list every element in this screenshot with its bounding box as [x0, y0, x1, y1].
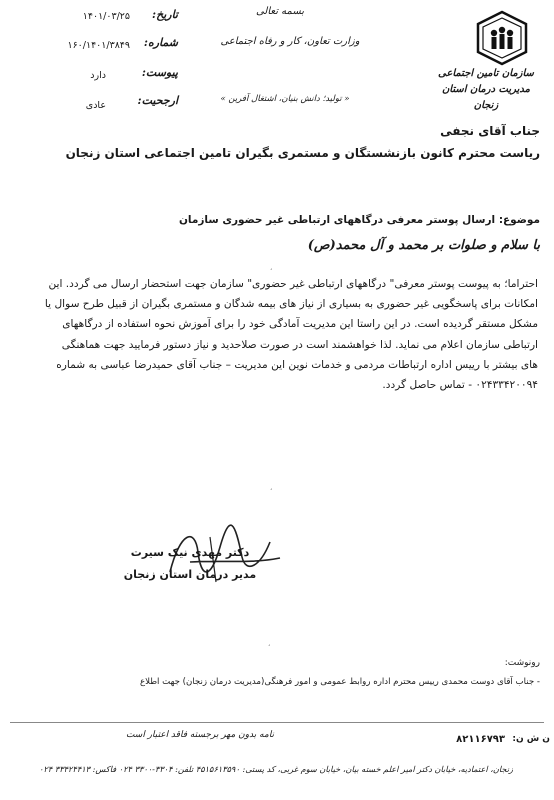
- scan-mark: ،: [270, 484, 273, 492]
- body-line: امکانات برای پاسخگویی غیر حضوری به بسیاری از نیاز های بیمه شدگان و مستمری بگیران از قبیل طرح سوال یا: [44, 298, 538, 311]
- body-line: ۰۲۴۳۳۴۲۰۰۹۴ - تماس حاصل گردد.: [382, 379, 538, 392]
- org-name-line1: سازمان تامین اجتماعی: [438, 68, 534, 79]
- greeting: با سلام و صلوات بر محمد و آل محمد(ص): [307, 238, 540, 253]
- subject-label: موضوع:: [498, 214, 540, 226]
- footer-divider: [10, 722, 544, 723]
- priority-label: ارجحیت:: [137, 94, 178, 107]
- fax-value: ۸۲۱۱۶۷۹۳: [456, 734, 505, 745]
- recipient-salutation: جناب آقای نجفی: [440, 124, 540, 138]
- body-line: ارتباطی سازمان اعلام می نماید. لذا خواهشمند است در صورت صلاحدید و نیاز دستور فرمایید جهت هماهنگی: [61, 338, 538, 351]
- organization-logo: [474, 10, 530, 66]
- org-name-line3: زنجان: [473, 100, 499, 111]
- attachment-value: دارد: [90, 70, 106, 81]
- basmala: بسمه تعالی: [255, 6, 305, 17]
- year-slogan: « تولید؛ دانش بنیان، اشتغال آفرین »: [220, 94, 350, 104]
- validity-note: نامه بدون مهر برجسته فاقد اعتبار است: [125, 730, 275, 740]
- signatory-name: دکتر مهدی نیک سیرت: [130, 546, 250, 559]
- subject-line: [150, 214, 540, 226]
- org-name-line2: مدیریت درمان استان: [441, 84, 531, 95]
- date-label: تاریخ:: [152, 8, 178, 21]
- fax-label: ن ش ن:: [512, 734, 550, 744]
- priority-value: عادی: [85, 100, 106, 111]
- number-value: ۱۶۰/۱۴۰۱/۳۸۴۹: [67, 40, 130, 51]
- letter-body: [14, 274, 538, 395]
- attachment-label: پیوست:: [141, 66, 178, 79]
- copy-line: - جناب آقای دوست محمدی رییس محترم اداره روابط عمومی و امور فرهنگی(مدیریت درمان زنجان) جهت اطلاع: [139, 677, 540, 687]
- scan-mark: ،: [268, 640, 271, 648]
- body-line: مشکل مستقر گردیده است. در این راستا این مدیریت آمادگی خود را برای آموزش نحوه استفاده از درگاههای: [62, 318, 538, 331]
- ministry-name: وزارت تعاون، کار و رفاه اجتماعی: [220, 36, 360, 47]
- subject-text: ارسال پوستر معرفی درگاههای ارتباطی غیر حضوری سازمان: [178, 214, 496, 226]
- footer-address: زنجان، اعتمادیه، خیابان دکتر امیر اعلم خسته بیان، خیابان سوم غربی، کد پستی: ۴۵۱۵۶۱۳۵۹۰ تلفن: ۳۳۰۴-۳۳۰۰ ۰۲۴ فاکس: ۳۳۴۲۴۴۱۳ ۰۲۴: [39, 764, 513, 774]
- date-value: ۱۴۰۱/۰۳/۲۵: [82, 11, 130, 22]
- body-line: احتراما؛ به پیوست پوستر معرفی" درگاههای ارتباطی غیر حضوری" سازمان جهت استحضار ارسال می گردد. این: [48, 278, 538, 290]
- signatory-title: مدیر درمان استان زنجان: [123, 568, 257, 581]
- scan-mark: ،: [270, 264, 273, 272]
- number-label: شماره:: [143, 36, 178, 49]
- body-line: های بیشتر با رییس اداره ارتباطات مردمی و خدمات نوین این مدیریت – جناب آقای حمیدرضا عباسی به شماره: [56, 358, 538, 371]
- copy-label: رونوشت:: [504, 658, 540, 668]
- recipient-title: ریاست محترم کانون بازنشستگان و مستمری بگیران تامین اجتماعی استان زنجان: [65, 146, 540, 160]
